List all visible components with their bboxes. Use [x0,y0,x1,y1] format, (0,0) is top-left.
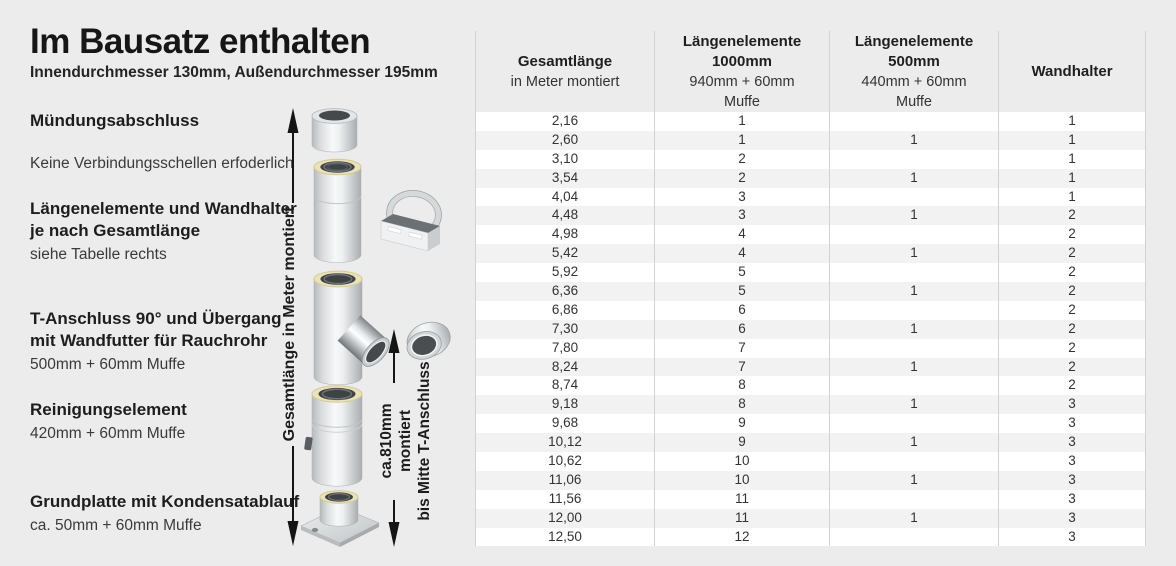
table-cell-laengenelemente-1000: 11 [655,509,830,528]
table-cell-laengenelemente-1000: 5 [655,263,830,282]
annotation-muendungsabschluss [30,110,199,132]
annotation-grundplatte [30,491,299,536]
table-cell-laengenelemente-1000: 11 [655,490,830,509]
table-cell-wandhalter: 2 [1068,264,1076,280]
table-cell-laengenelemente-500 [830,414,999,433]
table-cell-wandhalter: 2 [1068,320,1076,336]
kit-table [475,31,1146,546]
table-cell-laengenelemente-500 [830,452,999,471]
table-row [476,414,1145,433]
table-row [476,376,1145,395]
table-row [476,188,1145,207]
table-row [476,282,1145,301]
column-header-line: Längenelemente [854,32,974,50]
table-cell-gesamtlaenge: 4,98 [476,225,655,244]
table-cell-gesamtlaenge: 6,86 [476,301,655,320]
table-cell-laengenelemente-1000: 3 [655,188,830,207]
table-cell-laengenelemente-1000: 2 [655,150,830,169]
table-row [476,395,1145,414]
table-cell-laengenelemente-1000: 8 [655,376,830,395]
page-subtitle: Innendurchmesser 130mm, Außendurchmesser 195mm [30,64,438,81]
table-row [476,263,1145,282]
column-header-laengenelemente-1000 [655,31,830,112]
table-row [476,131,1145,150]
table-row [476,471,1145,490]
table-cell-laengenelemente-500 [830,339,999,358]
table-cell-laengenelemente-500: 1 [830,244,999,263]
table-row [476,320,1145,339]
table-row [476,509,1145,528]
table-cell-laengenelemente-1000: 3 [655,206,830,225]
table-cell-wandhalter: 3 [1068,434,1076,450]
column-header-line: in Meter montiert [510,73,620,90]
table-row [476,490,1145,509]
table-cell-laengenelemente-500 [830,301,999,320]
table-row [476,358,1145,377]
table-cell-laengenelemente-500: 1 [830,433,999,452]
table-cell-laengenelemente-1000: 9 [655,414,830,433]
table-row [476,339,1145,358]
annotation-note: ca. 50mm + 60mm Muffe [30,517,202,534]
annotation-t-anschluss [30,308,281,375]
table-cell-wandhalter: 3 [1068,396,1076,412]
table-cell-wandhalter: 2 [1068,301,1076,317]
table-cell-laengenelemente-1000: 10 [655,471,830,490]
page-title: Im Bausatz enthalten [30,22,371,61]
table-cell-wandhalter: 3 [1068,509,1076,525]
table-row [476,169,1145,188]
table-row [476,150,1145,169]
table-cell-laengenelemente-500 [830,225,999,244]
t-anschluss-illustration [314,271,394,385]
annotation-note: 500mm + 60mm Muffe [30,356,186,373]
table-row [476,244,1145,263]
table-cell-laengenelemente-500: 1 [830,131,999,150]
column-header-line: Längenelemente [682,32,802,50]
annotation-reinigungselement [30,399,187,444]
table-cell-wandhalter: 1 [1068,188,1076,204]
table-cell-wandhalter: 2 [1068,358,1076,374]
total-length-measure-arrow [281,108,298,546]
table-cell-laengenelemente-500 [830,528,999,547]
table-cell-laengenelemente-500 [830,150,999,169]
total-length-measure-label: Gesamtlänge in Meter montiert [281,206,299,442]
table-cell-wandhalter: 1 [1068,169,1076,185]
table-cell-laengenelemente-500 [830,263,999,282]
table-cell-gesamtlaenge: 4,48 [476,206,655,225]
table-cell-laengenelemente-500: 1 [830,169,999,188]
table-cell-laengenelemente-500: 1 [830,395,999,414]
table-row [476,301,1145,320]
annotation-title: je nach Gesamtlänge [30,221,201,240]
table-cell-laengenelemente-500: 1 [830,358,999,377]
table-row [476,433,1145,452]
table-row [476,225,1145,244]
t-height-measure-label-2: montiert [397,410,415,472]
column-header-line: Gesamtlänge [517,52,613,70]
annotation-title: T-Anschluss 90° und Übergang [30,309,282,328]
table-cell-laengenelemente-500 [830,112,999,131]
table-cell-gesamtlaenge: 10,12 [476,433,655,452]
table-cell-laengenelemente-1000: 12 [655,528,830,547]
table-cell-gesamtlaenge: 6,36 [476,282,655,301]
annotation-note: siehe Tabelle rechts [30,246,167,263]
table-cell-laengenelemente-1000: 6 [655,301,830,320]
table-cell-wandhalter: 3 [1068,415,1076,431]
annotation-verbindungsschellen [30,154,294,174]
annotation-title: Mündungsabschluss [30,111,200,130]
table-row [476,112,1145,131]
table-cell-wandhalter: 3 [1068,490,1076,506]
annotation-laengenelemente [30,198,297,265]
table-cell-laengenelemente-500: 1 [830,471,999,490]
annotation-note: 420mm + 60mm Muffe [30,425,186,442]
column-header-laengenelemente-500 [830,31,999,112]
table-row [476,206,1145,225]
table-cell-laengenelemente-1000: 4 [655,225,830,244]
column-header-line: 1000mm [711,52,773,70]
table-row [476,452,1145,471]
table-cell-laengenelemente-1000: 1 [655,112,830,131]
t-height-measure-label-3: bis Mitte T-Anschluss [416,361,434,521]
t-height-measure-label-1: ca.810mm [378,403,396,479]
table-cell-wandhalter: 2 [1068,377,1076,393]
table-cell-laengenelemente-500: 1 [830,509,999,528]
column-header-line: 440mm + 60mm [861,73,967,90]
table-cell-laengenelemente-500 [830,188,999,207]
table-cell-gesamtlaenge: 10,62 [476,452,655,471]
table-cell-gesamtlaenge: 2,16 [476,112,655,131]
table-cell-laengenelemente-500: 1 [830,320,999,339]
table-cell-gesamtlaenge: 8,74 [476,376,655,395]
table-cell-wandhalter: 3 [1068,528,1076,544]
table-cell-wandhalter: 2 [1068,226,1076,242]
annotation-title: Reinigungselement [30,400,187,419]
grundplatte-illustration [301,491,379,547]
table-row [476,528,1145,547]
table-cell-laengenelemente-1000: 10 [655,452,830,471]
table-cell-laengenelemente-1000: 4 [655,244,830,263]
table-cell-gesamtlaenge: 11,06 [476,471,655,490]
kit-table-body [476,112,1145,546]
column-header-wandhalter [999,31,1145,112]
table-cell-gesamtlaenge: 12,00 [476,509,655,528]
table-cell-laengenelemente-1000: 2 [655,169,830,188]
annotation-title: Längenelemente und Wandhalter [30,199,297,218]
column-header-line: 500mm [888,52,940,70]
table-cell-laengenelemente-1000: 7 [655,339,830,358]
table-cell-laengenelemente-1000: 1 [655,131,830,150]
column-header-gesamtlaenge [476,31,655,112]
annotation-note: Keine Verbindungsschellen erfoderlich [30,155,294,172]
table-cell-gesamtlaenge: 5,92 [476,263,655,282]
table-cell-wandhalter: 2 [1068,339,1076,355]
table-cell-gesamtlaenge: 9,68 [476,414,655,433]
table-cell-gesamtlaenge: 4,04 [476,188,655,207]
table-cell-gesamtlaenge: 7,30 [476,320,655,339]
table-cell-laengenelemente-1000: 7 [655,358,830,377]
chimney-diagram [263,95,467,560]
t-height-measure-arrow [378,329,433,547]
annotation-title: Grundplatte mit Kondensatablauf [30,492,300,511]
table-cell-wandhalter: 1 [1068,113,1076,128]
table-cell-laengenelemente-500: 1 [830,282,999,301]
table-cell-wandhalter: 2 [1068,245,1076,261]
reinigungselement-illustration [304,386,362,486]
table-cell-wandhalter: 1 [1068,150,1076,166]
table-cell-wandhalter: 1 [1068,131,1076,147]
table-cell-gesamtlaenge: 9,18 [476,395,655,414]
table-cell-gesamtlaenge: 3,10 [476,150,655,169]
table-cell-gesamtlaenge: 5,42 [476,244,655,263]
table-cell-gesamtlaenge: 3,54 [476,169,655,188]
table-cell-gesamtlaenge: 8,24 [476,358,655,377]
table-cell-gesamtlaenge: 11,56 [476,490,655,509]
column-header-line: Muffe [723,93,760,110]
table-cell-gesamtlaenge: 12,50 [476,528,655,547]
table-cell-laengenelemente-500: 1 [830,206,999,225]
wandfutter-illustration [401,317,455,364]
table-cell-wandhalter: 2 [1068,283,1076,299]
table-cell-wandhalter: 3 [1068,471,1076,487]
laengenelement-illustration [314,159,361,262]
table-cell-laengenelemente-500 [830,376,999,395]
table-cell-gesamtlaenge: 7,80 [476,339,655,358]
column-header-line: 940mm + 60mm [689,73,795,90]
table-cell-laengenelemente-1000: 6 [655,320,830,339]
kit-table-header [476,31,1145,112]
column-header-line: Muffe [895,93,932,110]
table-cell-wandhalter: 2 [1068,207,1076,223]
table-cell-gesamtlaenge: 2,60 [476,131,655,150]
table-cell-wandhalter: 3 [1068,453,1076,469]
table-cell-laengenelemente-1000: 5 [655,282,830,301]
table-cell-laengenelemente-1000: 9 [655,433,830,452]
annotation-title: mit Wandfutter für Rauchrohr [30,331,268,350]
wandhalter-illustration [381,187,445,251]
muendungsabschluss-illustration [312,109,357,152]
table-cell-laengenelemente-1000: 8 [655,395,830,414]
column-header-line: Wandhalter [1031,62,1113,80]
table-cell-laengenelemente-500 [830,490,999,509]
